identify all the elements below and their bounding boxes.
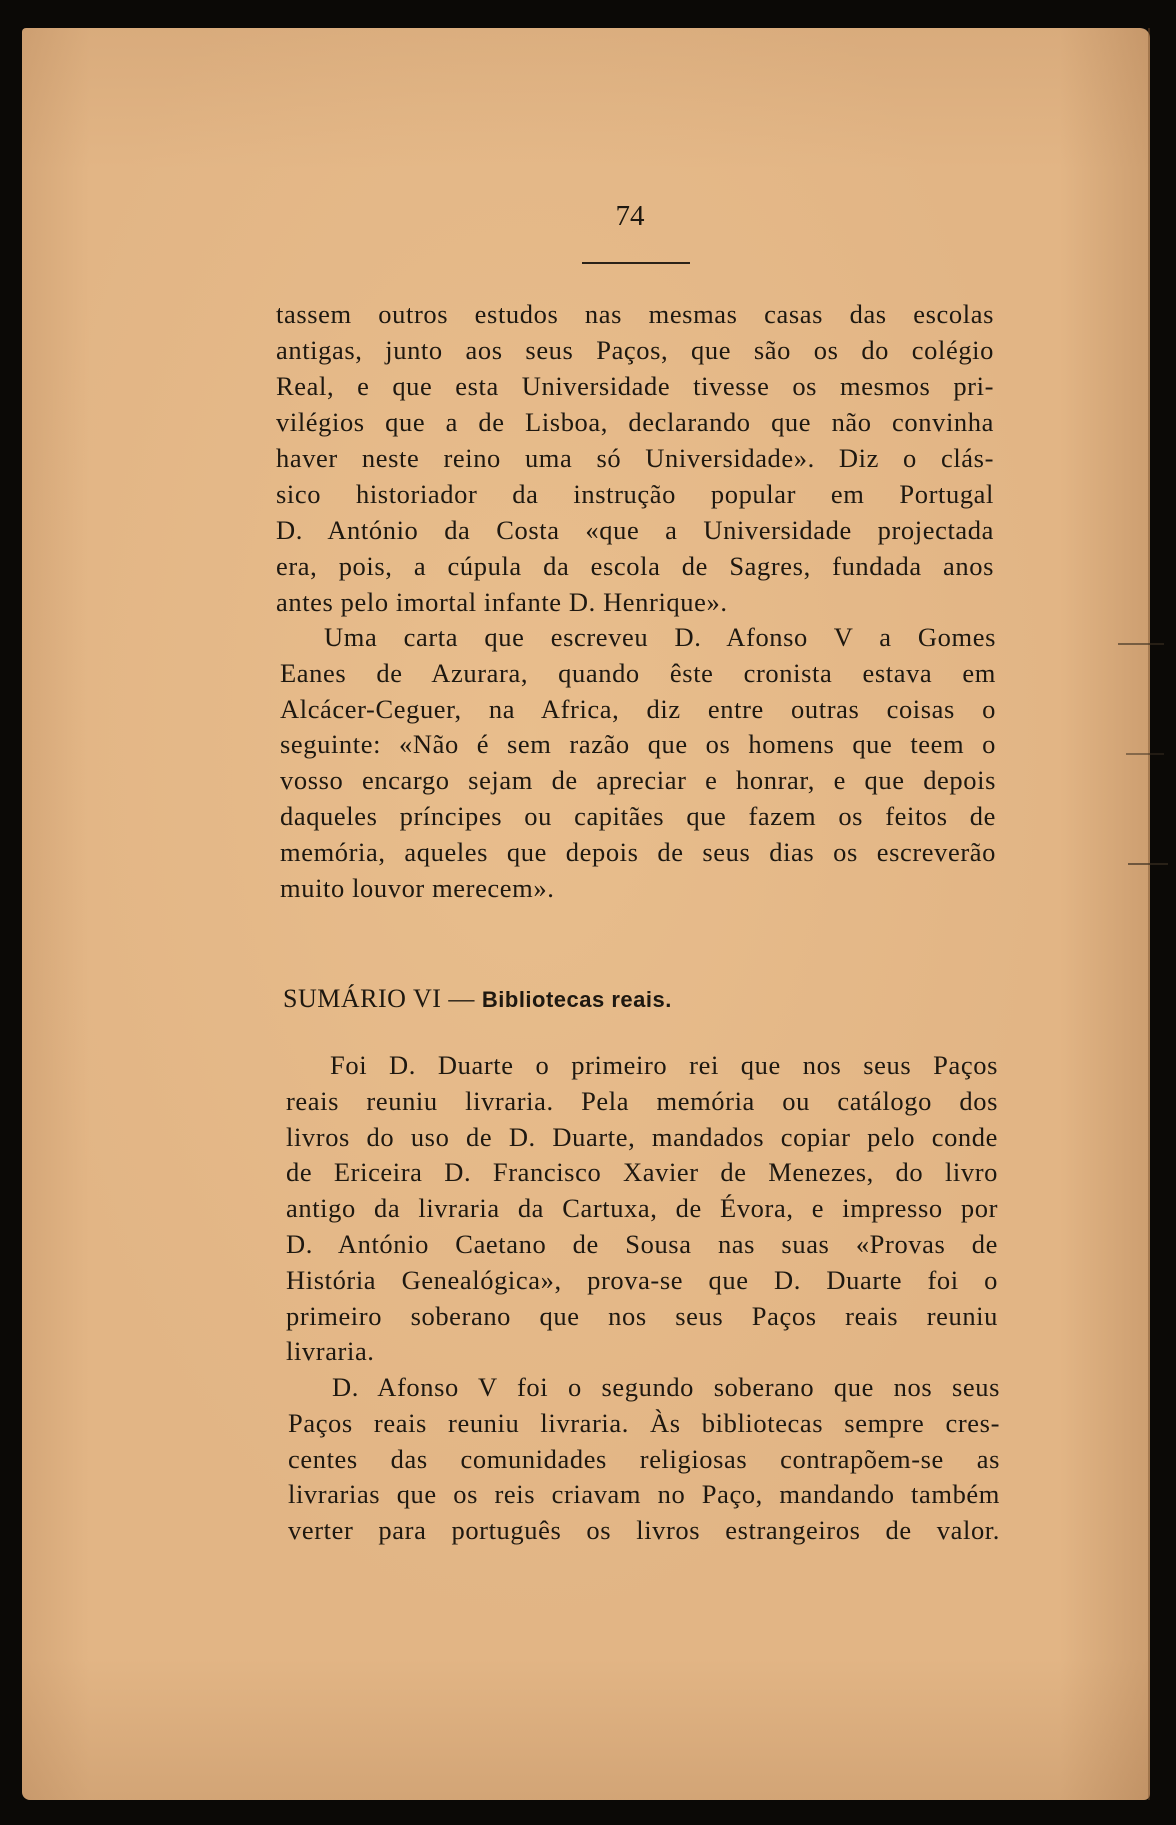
text-line: História Genealógica», prova-se que D. Duarte foi o [286,1264,998,1295]
text-line: livrarias que os reis criavam no Paço, mandando também [288,1479,1000,1510]
text-line: de Ericeira D. Francisco Xavier de Menezes, do livro [286,1157,998,1188]
paragraph-1 [276,296,994,620]
text-line: daqueles príncipes ou capitães que fazem os feitos de [280,800,996,831]
text-line: sico historiador da instrução popular em Portugal [276,479,994,509]
page-edge-shadow [1148,28,1150,1800]
text-line: D. Afonso V foi o segundo soberano que nos seus [332,1372,1000,1402]
text-line: haver neste reino uma só Universidade». Diz o clás- [276,443,994,473]
summary-heading [283,984,672,1014]
text-line: antes pelo imortal infante D. Henrique». [276,587,728,617]
paragraph-3 [286,1048,998,1370]
text-line: livros do uso de D. Duarte, mandados copiar pelo conde [286,1121,998,1152]
text-line: vilégios que a de Lisboa, declarando que não convinha [276,407,994,437]
page-number-rule [582,262,690,264]
paragraph-2 [280,620,996,906]
summary-title: Bibliotecas reais. [481,987,672,1012]
text-line: antigo da livraria da Cartuxa, de Évora, e impresso por [286,1193,998,1224]
text-line: muito louvor merecem». [280,872,555,903]
margin-mark [1128,863,1168,865]
text-line: Uma carta que escreveu D. Afonso V a Gomes [324,622,996,652]
text-line: Real, e que esta Universidade tivesse os mesmos pri- [276,371,994,401]
page-number: 74 [615,200,645,232]
text-line: memória, aqueles que depois de seus dias os escreverão [280,836,996,867]
text-line: seguinte: «Não é sem razão que os homens que teem o [280,729,996,760]
text-line: Paços reais reuniu livraria. Às bibliotecas sempre cres- [288,1407,1000,1438]
text-line: antigas, junto aos seus Paços, que são os do colégio [276,335,994,365]
text-line: primeiro soberano que nos seus Paços reais reuniu [286,1300,998,1331]
text-line: livraria. [286,1336,375,1367]
paragraph-4 [288,1370,1000,1549]
text-line: vosso encargo sejam de apreciar e honrar, e que depois [280,765,996,796]
text-line: era, pois, a cúpula da escola de Sagres, fundada anos [276,551,994,581]
text-line: centes das comunidades religiosas contrapõem-se as [288,1443,1000,1474]
summary-label: SUMÁRIO VI — [283,984,482,1013]
text-line: Alcácer-Ceguer, na Africa, diz entre outras coisas o [280,693,996,724]
text-line: D. António Caetano de Sousa nas suas «Provas de [286,1228,998,1259]
margin-mark [1126,753,1164,755]
margin-mark [1118,643,1164,645]
text-line: Eanes de Azurara, quando êste cronista estava em [280,657,996,688]
text-line: D. António da Costa «que a Universidade projectada [276,515,994,545]
text-line: Foi D. Duarte o primeiro rei que nos seus Paços [330,1050,998,1080]
text-line: reais reuniu livraria. Pela memória ou catálogo dos [286,1085,998,1116]
text-line: verter para português os livros estrangeiros de valor. [288,1515,1000,1546]
text-line: tassem outros estudos nas mesmas casas das escolas [276,299,994,329]
